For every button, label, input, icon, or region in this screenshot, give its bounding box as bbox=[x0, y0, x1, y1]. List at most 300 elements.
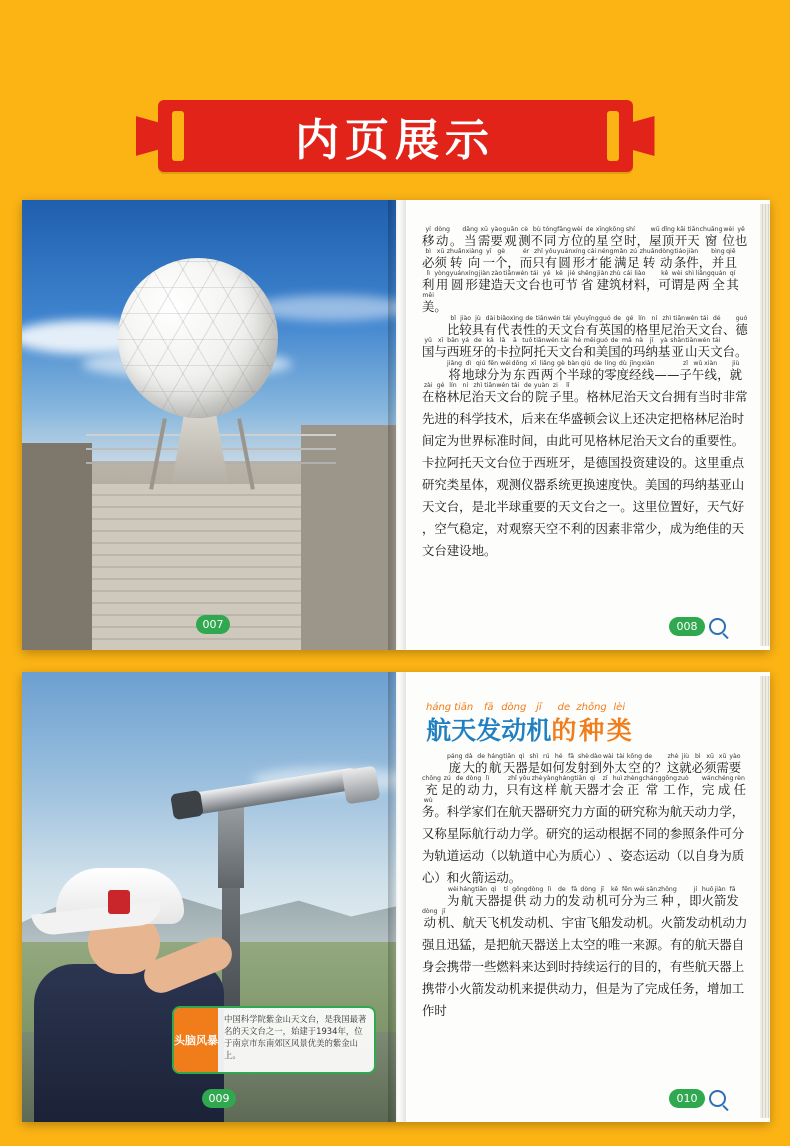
hanzi: 里 bbox=[706, 455, 720, 470]
annotated-character bbox=[509, 382, 521, 404]
annotated-character bbox=[645, 952, 657, 974]
pinyin: tóng bbox=[543, 226, 558, 233]
hanzi: 件 bbox=[706, 826, 720, 841]
pinyin: xī bbox=[437, 337, 444, 344]
annotated-character bbox=[583, 974, 595, 996]
hanzi: 、 bbox=[449, 915, 463, 930]
pinyin: yuán bbox=[556, 248, 573, 255]
hanzi: ， bbox=[689, 782, 702, 797]
annotated-character bbox=[685, 315, 698, 337]
annotated-character bbox=[608, 930, 620, 952]
page-007-photo bbox=[22, 200, 396, 650]
hanzi: 建 bbox=[446, 543, 460, 558]
hanzi: 定 bbox=[471, 521, 484, 536]
annotated-character bbox=[682, 514, 694, 536]
pinyin: liǎng bbox=[695, 270, 711, 277]
hanzi: 器 bbox=[533, 937, 546, 952]
hanzi: 治 bbox=[672, 322, 686, 337]
annotated-character bbox=[546, 337, 559, 359]
pinyin: dé bbox=[712, 315, 721, 322]
hanzi: 的 bbox=[521, 389, 534, 404]
hanzi: 转 bbox=[642, 255, 656, 270]
pinyin: wén bbox=[515, 270, 529, 277]
annotated-character bbox=[670, 930, 682, 952]
annotated-character bbox=[583, 226, 595, 248]
annotated-character bbox=[608, 426, 620, 448]
pinyin: de bbox=[644, 753, 653, 760]
paragraph bbox=[422, 360, 748, 558]
pinyin: zhì bbox=[662, 315, 672, 322]
annotated-character bbox=[447, 797, 459, 819]
pinyin: gōng bbox=[661, 775, 678, 782]
annotated-character bbox=[546, 797, 558, 819]
pinyin: xū bbox=[706, 753, 714, 760]
annotated-character bbox=[434, 337, 446, 359]
annotated-character bbox=[434, 426, 446, 448]
annotated-character bbox=[687, 226, 699, 248]
annotated-character bbox=[673, 382, 685, 404]
annotated-character bbox=[422, 797, 434, 819]
hanzi: 以 bbox=[682, 848, 695, 863]
hanzi: 动 bbox=[595, 826, 608, 841]
pinyin: yá bbox=[461, 337, 470, 344]
annotated-character bbox=[646, 886, 658, 908]
hanzi: 建 bbox=[478, 277, 491, 292]
hanzi: 空 bbox=[434, 521, 447, 536]
annotated-character bbox=[472, 448, 484, 470]
hanzi: 文 bbox=[422, 543, 435, 558]
hanzi: 成 bbox=[669, 521, 683, 536]
annotated-character bbox=[571, 337, 583, 359]
section-heading bbox=[426, 704, 748, 745]
annotated-character bbox=[434, 930, 446, 952]
annotated-character bbox=[732, 404, 744, 426]
annotated-character bbox=[472, 337, 484, 359]
annotated-character bbox=[642, 753, 654, 775]
hanzi: 形 bbox=[465, 277, 478, 292]
hanzi: 何 bbox=[552, 760, 565, 775]
hanzi: 。 bbox=[648, 915, 661, 930]
annotated-character bbox=[707, 952, 719, 974]
annotated-character bbox=[692, 360, 704, 382]
annotated-character bbox=[438, 908, 450, 930]
hanzi: 航 bbox=[560, 782, 573, 797]
annotated-character bbox=[459, 536, 471, 558]
annotated-character bbox=[496, 448, 508, 470]
annotated-character bbox=[521, 337, 533, 359]
annotated-character bbox=[719, 404, 731, 426]
hanzi: 气 bbox=[719, 499, 732, 514]
hanzi: 空 bbox=[583, 937, 596, 952]
annotated-character bbox=[422, 974, 434, 996]
annotated-character bbox=[679, 753, 691, 775]
hanzi: 供 bbox=[545, 981, 559, 996]
hanzi: 林 bbox=[446, 389, 460, 404]
hanzi: 迅 bbox=[446, 937, 460, 952]
hanzi: 力 bbox=[706, 804, 720, 819]
annotated-character bbox=[534, 426, 546, 448]
annotated-character bbox=[459, 492, 471, 514]
hanzi: 空 bbox=[545, 521, 559, 536]
annotated-character bbox=[620, 952, 632, 974]
annotated-character bbox=[574, 382, 586, 404]
hanzi: 里 bbox=[561, 389, 574, 404]
annotated-character bbox=[707, 492, 719, 514]
annotated-character bbox=[732, 426, 744, 448]
annotated-character bbox=[521, 404, 533, 426]
annotated-character bbox=[633, 886, 645, 908]
pinyin: qì bbox=[589, 775, 596, 782]
pinyin: zuò bbox=[677, 775, 689, 782]
hanzi: 院 bbox=[535, 389, 548, 404]
hanzi: 燃 bbox=[496, 959, 509, 974]
hanzi: 更 bbox=[570, 477, 584, 492]
annotated-character bbox=[497, 315, 510, 337]
annotated-character bbox=[682, 819, 694, 841]
pinyin: wén bbox=[547, 315, 561, 322]
annotated-character bbox=[487, 360, 499, 382]
page-number-group bbox=[669, 1089, 726, 1108]
hanzi: 天 bbox=[533, 521, 546, 536]
annotated-character bbox=[620, 492, 632, 514]
pinyin: xū bbox=[436, 248, 445, 255]
annotated-character bbox=[633, 841, 645, 863]
pinyin: kě bbox=[661, 270, 669, 277]
hanzi: 线 bbox=[641, 367, 655, 382]
hanzi: 动 bbox=[657, 848, 670, 863]
pinyin: dì bbox=[465, 360, 472, 367]
hanzi: 这 bbox=[632, 499, 646, 514]
hanzi: 格 bbox=[434, 389, 447, 404]
hanzi: 筑 bbox=[608, 277, 622, 292]
pinyin: shì bbox=[529, 753, 539, 760]
annotated-character bbox=[729, 753, 741, 775]
hanzi: 和 bbox=[583, 344, 596, 359]
hanzi: 力 bbox=[508, 826, 522, 841]
annotated-character bbox=[704, 360, 717, 382]
hanzi: 的 bbox=[642, 760, 655, 775]
annotated-character bbox=[571, 470, 583, 492]
pinyin: mǎn bbox=[613, 248, 628, 255]
annotated-character bbox=[453, 775, 465, 797]
annotated-character bbox=[472, 863, 484, 885]
annotated-character bbox=[641, 360, 654, 382]
hanzi: 外 bbox=[602, 760, 615, 775]
pinyin: wén bbox=[545, 337, 559, 344]
hanzi: 节 bbox=[565, 277, 578, 292]
hanzi: 的 bbox=[719, 521, 732, 536]
annotated-character bbox=[509, 841, 521, 863]
hanzi: 表 bbox=[510, 322, 523, 337]
annotated-character bbox=[592, 360, 604, 382]
annotated-character bbox=[556, 886, 568, 908]
hanzi: 稳 bbox=[459, 521, 472, 536]
annotated-character bbox=[670, 797, 682, 819]
hanzi: 国 bbox=[611, 322, 624, 337]
hanzi: 需 bbox=[716, 760, 729, 775]
hanzi: 的 bbox=[682, 433, 695, 448]
annotated-character bbox=[657, 841, 669, 863]
pinyin: zǐ bbox=[683, 360, 688, 367]
annotated-character bbox=[534, 382, 549, 404]
annotated-character bbox=[673, 315, 685, 337]
annotated-character bbox=[677, 886, 689, 908]
annotated-character bbox=[711, 315, 723, 337]
pinyin: lì bbox=[547, 886, 552, 893]
annotated-character bbox=[620, 797, 632, 819]
annotated-character bbox=[475, 886, 487, 908]
hanzi: 航 bbox=[508, 804, 522, 819]
hanzi: 线 bbox=[704, 367, 717, 382]
hanzi: 星 bbox=[459, 477, 472, 492]
hanzi: 决 bbox=[645, 411, 658, 426]
annotated-character bbox=[710, 337, 722, 359]
hanzi: 方 bbox=[557, 233, 571, 248]
annotated-character bbox=[528, 270, 540, 292]
annotated-character bbox=[558, 974, 570, 996]
annotated-character bbox=[645, 426, 657, 448]
annotated-character bbox=[472, 492, 484, 514]
annotated-character bbox=[472, 930, 484, 952]
pinyin: xíng bbox=[464, 270, 479, 277]
hanzi: 必 bbox=[691, 760, 704, 775]
hanzi: 样 bbox=[544, 782, 558, 797]
hanzi: 台 bbox=[722, 344, 736, 359]
hanzi: 器 bbox=[533, 804, 546, 819]
pinyin: dōng bbox=[511, 360, 528, 367]
page-number-group bbox=[669, 617, 726, 636]
annotated-character bbox=[565, 753, 577, 775]
annotated-character bbox=[496, 492, 508, 514]
annotated-character bbox=[621, 337, 633, 359]
hanzi: 料 bbox=[633, 277, 647, 292]
hanzi: 天 bbox=[502, 760, 516, 775]
paragraph bbox=[422, 315, 748, 359]
annotated-character bbox=[658, 886, 677, 908]
annotated-character bbox=[710, 908, 722, 930]
pinyin: yǒu bbox=[518, 775, 531, 782]
annotated-character bbox=[528, 886, 544, 908]
hanzi: 箭 bbox=[672, 915, 686, 930]
annotated-character bbox=[620, 404, 632, 426]
hanzi: 常 bbox=[632, 521, 646, 536]
pinyin: kōng bbox=[608, 226, 625, 233]
annotated-character bbox=[512, 908, 524, 930]
hanzi: 好 bbox=[682, 499, 695, 514]
annotated-character bbox=[540, 360, 555, 382]
hanzi: ， bbox=[533, 433, 546, 448]
hanzi: 常 bbox=[735, 389, 748, 404]
pinyin: jiàn bbox=[478, 270, 490, 277]
hanzi: 供 bbox=[513, 893, 527, 908]
hanzi: 间 bbox=[422, 433, 435, 448]
annotated-character bbox=[534, 841, 546, 863]
annotated-character bbox=[620, 841, 632, 863]
hanzi: 。 bbox=[574, 389, 587, 404]
hanzi: 船 bbox=[598, 915, 612, 930]
hanzi: 家 bbox=[471, 804, 484, 819]
hanzi: 重 bbox=[694, 433, 707, 448]
pinyin: tái bbox=[562, 315, 571, 322]
page-edge-stack bbox=[760, 204, 770, 646]
hanzi: 台 bbox=[446, 499, 460, 514]
hanzi: 续 bbox=[583, 959, 596, 974]
annotated-character bbox=[649, 226, 661, 248]
hanzi: 时 bbox=[558, 959, 571, 974]
hanzi: 察 bbox=[521, 521, 534, 536]
hanzi: 天 bbox=[706, 499, 720, 514]
hanzi: 的 bbox=[483, 344, 497, 359]
hanzi: 宇 bbox=[561, 915, 574, 930]
hanzi: 不 bbox=[558, 521, 571, 536]
hanzi: 国 bbox=[607, 455, 621, 470]
hanzi: 界 bbox=[471, 433, 484, 448]
pinyin: dòng bbox=[527, 886, 544, 893]
annotated-character bbox=[472, 315, 484, 337]
annotated-character bbox=[695, 492, 707, 514]
pinyin: tiān bbox=[673, 315, 686, 322]
tip-box-text: 中国科学院紫金山天文台，是我国最著名的天文台之一，始建于1934年，位于南京市东南郊区风景优美的紫金山上。 bbox=[224, 1014, 367, 1060]
hanzi: 可 bbox=[658, 277, 671, 292]
annotated-character bbox=[667, 360, 679, 382]
annotated-character bbox=[546, 952, 558, 974]
hanzi: 航 bbox=[426, 716, 452, 745]
annotated-character bbox=[558, 426, 570, 448]
annotated-character bbox=[459, 819, 471, 841]
hanzi: 纳 bbox=[694, 477, 707, 492]
annotated-character bbox=[476, 704, 501, 745]
hanzi: 运 bbox=[459, 848, 472, 863]
hanzi: 牙 bbox=[471, 344, 484, 359]
annotated-character bbox=[447, 863, 459, 885]
annotated-character bbox=[583, 797, 595, 819]
pinyin: bǐ bbox=[450, 315, 457, 322]
hanzi: 牙 bbox=[558, 455, 571, 470]
pinyin: lín bbox=[638, 315, 646, 322]
annotated-character bbox=[657, 930, 669, 952]
annotated-character bbox=[608, 952, 620, 974]
hanzi: 的 bbox=[645, 959, 658, 974]
pinyin: liǎng bbox=[539, 360, 555, 367]
hanzi: 星 bbox=[446, 826, 460, 841]
pinyin: gè bbox=[557, 360, 565, 367]
annotated-character bbox=[640, 248, 659, 270]
hanzi: 的 bbox=[607, 804, 621, 819]
hanzi: 的 bbox=[535, 322, 548, 337]
annotated-character bbox=[617, 360, 629, 382]
hanzi: 位 bbox=[570, 233, 584, 248]
annotated-character bbox=[472, 404, 484, 426]
annotated-character bbox=[698, 382, 710, 404]
page-010-text bbox=[396, 672, 770, 1122]
pinyin: de bbox=[477, 753, 486, 760]
annotated-character bbox=[422, 863, 434, 885]
hanzi: 台 bbox=[660, 389, 674, 404]
annotated-character bbox=[534, 819, 546, 841]
hanzi: 才 bbox=[598, 782, 612, 797]
pinyin: tiān bbox=[484, 382, 497, 389]
hanzi: 屋 bbox=[648, 233, 662, 248]
annotated-character bbox=[484, 382, 496, 404]
hanzi: 发 bbox=[476, 716, 502, 745]
hanzi: 向 bbox=[467, 255, 481, 270]
annotated-character bbox=[466, 775, 482, 797]
annotated-character bbox=[583, 819, 595, 841]
hanzi: 山 bbox=[731, 477, 745, 492]
hanzi: 技 bbox=[483, 411, 497, 426]
pinyin: tí bbox=[503, 886, 508, 893]
hanzi: 质 bbox=[731, 848, 745, 863]
annotated-character bbox=[723, 908, 735, 930]
annotated-character bbox=[551, 704, 576, 745]
hanzi: 源 bbox=[645, 937, 658, 952]
annotated-character bbox=[447, 974, 459, 996]
hanzi: 分 bbox=[620, 893, 634, 908]
hanzi: 地 bbox=[462, 367, 475, 382]
hanzi: 两 bbox=[540, 367, 554, 382]
hanzi: 。 bbox=[434, 299, 447, 314]
hanzi: 作 bbox=[677, 782, 690, 797]
hanzi: 建 bbox=[596, 277, 609, 292]
hanzi: 性 bbox=[523, 322, 536, 337]
annotated-character bbox=[686, 382, 698, 404]
pinyin: zhuǎn bbox=[639, 248, 659, 255]
hanzi: 心 bbox=[545, 848, 559, 863]
hanzi: 机 bbox=[499, 915, 512, 930]
hanzi: 工 bbox=[663, 782, 676, 797]
annotated-character bbox=[599, 315, 611, 337]
hanzi: 台 bbox=[528, 277, 541, 292]
hanzi: 轨 bbox=[508, 848, 522, 863]
hanzi: 了 bbox=[632, 981, 646, 996]
hanzi: 航 bbox=[694, 937, 707, 952]
hanzi: 动 bbox=[423, 915, 436, 930]
hanzi: 建 bbox=[645, 455, 658, 470]
annotated-character bbox=[655, 360, 667, 382]
annotated-character bbox=[447, 886, 459, 908]
hanzi: 投 bbox=[620, 455, 633, 470]
annotated-character bbox=[496, 404, 508, 426]
hanzi: 器 bbox=[487, 893, 500, 908]
hanzi: 半 bbox=[567, 367, 580, 382]
page-009-photo bbox=[22, 672, 396, 1122]
pinyin: bān bbox=[447, 337, 459, 344]
hanzi: 用 bbox=[435, 277, 449, 292]
hanzi: ， bbox=[570, 455, 584, 470]
hanzi: 此 bbox=[558, 433, 571, 448]
pinyin: gōng bbox=[512, 886, 528, 893]
hanzi: 须 bbox=[434, 255, 447, 270]
hanzi: 拉 bbox=[434, 455, 447, 470]
hanzi: 大 bbox=[462, 760, 475, 775]
hanzi: 天 bbox=[685, 322, 698, 337]
hanzi: 务 bbox=[422, 804, 435, 819]
hanzi: 文 bbox=[496, 389, 509, 404]
pinyin: zhǐ bbox=[507, 775, 517, 782]
pinyin: háng bbox=[459, 886, 475, 893]
annotated-character bbox=[484, 337, 496, 359]
hanzi: 林 bbox=[607, 433, 621, 448]
hanzi: 美 bbox=[645, 477, 658, 492]
hanzi: 天 bbox=[687, 233, 700, 248]
pinyin: tiān bbox=[687, 226, 700, 233]
pinyin: dòng bbox=[501, 702, 527, 713]
annotated-character bbox=[726, 270, 738, 292]
annotated-character bbox=[578, 270, 597, 292]
annotated-character bbox=[719, 448, 731, 470]
hanzi: 任 bbox=[669, 981, 683, 996]
hanzi: 代 bbox=[496, 322, 510, 337]
